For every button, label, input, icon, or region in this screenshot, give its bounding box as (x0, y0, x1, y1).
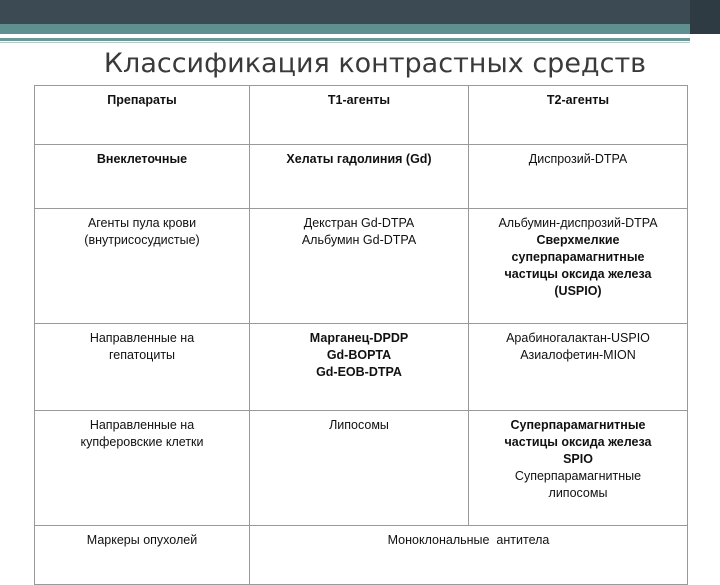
row-t2: Арабиногалактан-USPIO Азиалофетин-MION (469, 324, 688, 411)
table-header-row (35, 86, 688, 145)
table-row (35, 411, 688, 526)
header-t2: T2-агенты (469, 86, 688, 145)
row-name: Маркеры опухолей (35, 526, 250, 585)
page-title: Классификация контрастных средств (103, 48, 647, 79)
header-line (0, 38, 690, 41)
row-name: Направленные на гепатоциты (35, 324, 250, 411)
top-bar (0, 0, 720, 24)
top-accent-bar (0, 24, 720, 34)
row-t1: Хелаты гадолиния (Gd) (250, 145, 469, 209)
row-t2: Альбумин-диспрозий-DTPA Сверхмелкие суперпарамагнитные частицы оксида железа (USPIO) (469, 209, 688, 324)
row-name: Направленные на купферовские клетки (35, 411, 250, 526)
row-t2: Суперпарамагнитные частицы оксида железа SPIO Суперпарамагнитные липосомы (469, 411, 688, 526)
row-t1: Липосомы (250, 411, 469, 526)
header-t1: T1-агенты (250, 86, 469, 145)
table-row (35, 145, 688, 209)
row-t2: Диспрозий-DTPA (469, 145, 688, 209)
classification-table (34, 85, 688, 585)
row-t1: Декстран Gd-DTPA Альбумин Gd-DTPA (250, 209, 469, 324)
row-merged: Моноклональные антитела (250, 526, 688, 585)
top-bar-end (690, 0, 720, 34)
row-name: Внеклеточные (35, 145, 250, 209)
table-row (35, 209, 688, 324)
header-preparations: Препараты (35, 86, 250, 145)
header-line-thin (0, 42, 690, 43)
table-row (35, 526, 688, 585)
row-t1: Марганец-DPDP Gd-BOPTA Gd-EOB-DTPA (250, 324, 469, 411)
row-name: Агенты пула крови (внутрисосудистые) (35, 209, 250, 324)
table-row (35, 324, 688, 411)
